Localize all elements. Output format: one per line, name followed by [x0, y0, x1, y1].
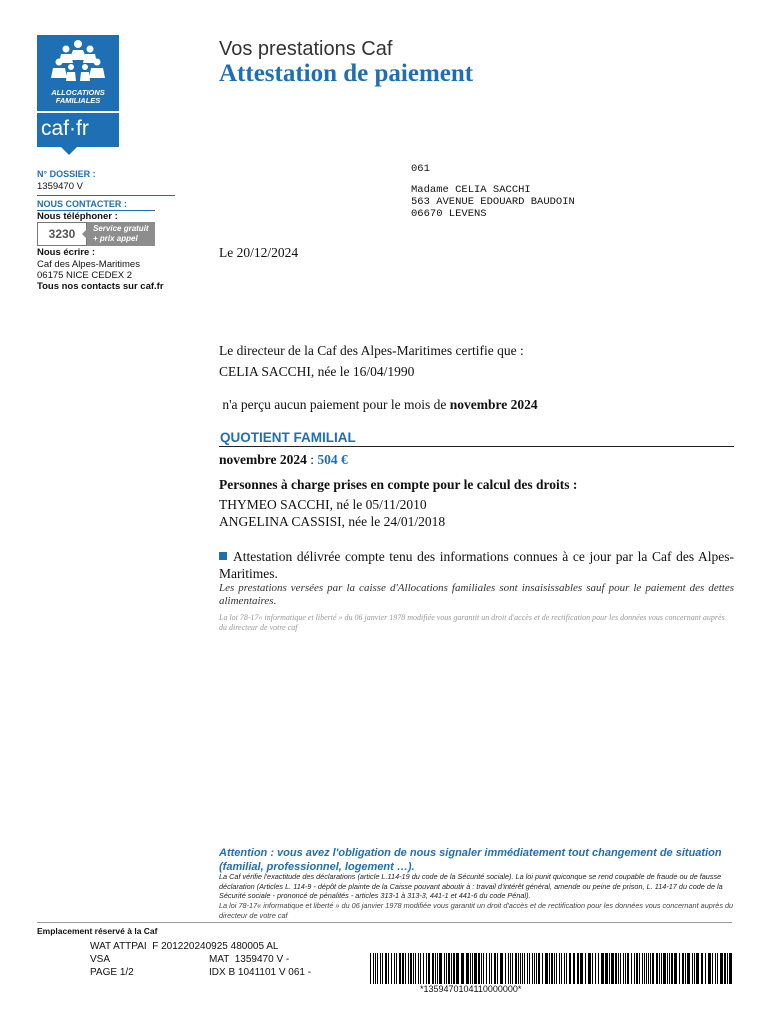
tech-line-1: WAT ATTPAI F 201220240925 480005 AL	[90, 941, 279, 952]
header-subtitle: Vos prestations Caf	[219, 38, 393, 60]
recipient-name: Madame CELIA SACCHI	[411, 184, 531, 196]
quotient-line	[219, 452, 348, 468]
phone-note-line1: Service gratuit	[93, 224, 149, 233]
insaisissable-notice: Les prestations versées par la caisse d'Allocations familiales sont insaisissables sauf pour le paiement des dettes alimentaires.	[219, 582, 734, 607]
logo-notch	[61, 147, 77, 155]
recipient-city: 06670 LEVENS	[411, 208, 487, 220]
logo-tagline-1: ALLOCATIONS	[51, 88, 105, 97]
recipient-street: 563 AVENUE EDOUARD BAUDOIN	[411, 196, 575, 208]
change-warning: Attention : vous avez l'obligation de nous signaler immédiatement tout changement de situation (familial, professionnel, logement …).	[219, 847, 722, 873]
blue-square-bullet-icon	[219, 552, 227, 560]
barcode	[370, 953, 732, 984]
footer-divider	[37, 922, 732, 923]
quotient-value: 504 €	[317, 452, 348, 467]
dependent-item: ANGELINA CASSISI, née le 24/01/2018	[219, 514, 446, 529]
caf-logo	[37, 35, 119, 155]
beneficiary: CELIA SACCHI, née le 16/04/1990	[219, 364, 415, 379]
page-title: Attestation de paiement	[219, 60, 474, 87]
allocations-familiales-emblem	[37, 35, 119, 111]
tech-line-2-left: VSA	[90, 954, 111, 965]
all-contacts-link[interactable]: Tous nos contacts sur caf.fr	[37, 281, 164, 292]
write-line1: Caf des Alpes-Maritimes	[37, 259, 140, 270]
tech-line-3-right: IDX B 1041101 V 061 -	[209, 967, 312, 978]
contact-label: NOUS CONTACTER :	[37, 199, 127, 209]
payment-month: novembre 2024	[449, 397, 538, 412]
logo-tagline-2: FAMILIALES	[55, 96, 101, 105]
dossier-label: N° DOSSIER :	[37, 169, 96, 179]
quotient-familial-title: QUOTIENT FAMILIAL	[220, 430, 356, 445]
dossier-value: 1359470 V	[37, 181, 83, 192]
tech-line-2-right: MAT 1359470 V -	[209, 954, 290, 965]
phone-label: Nous téléphoner :	[37, 211, 118, 222]
caf-fr-wordmark: caf·fr	[37, 113, 119, 147]
sidebar-divider	[37, 195, 175, 196]
phone-badge	[37, 222, 155, 246]
fraud-notice: La Caf vérifie l'exactitude des déclarations (article L.114-19 du code de la Sécurité sociale). La loi punit quiconque se rend coupable de fraude ou de fausse déclaration (Articles L. 114-9 - dépôt de plainte de la Caisse pouvant aboutir à : travail d'intérêt général, amende ou peine de prison, L. 114-17 du code de la Sécurité sociale - prononcé de pénalités - articles 313-1 à 313-3, 441-1 et 441-6 du code Pénal).	[219, 872, 723, 900]
certify-statement: Le directeur de la Caf des Alpes-Maritimes certifie que :	[219, 343, 524, 358]
write-line2: 06175 NICE CEDEX 2	[37, 270, 133, 281]
tech-line-3-left: PAGE 1/2	[90, 967, 134, 978]
phone-note	[87, 222, 155, 246]
phone-number: 3230	[37, 222, 87, 246]
reserved-area-label: Emplacement réservé à la Caf	[37, 926, 158, 936]
write-label: Nous écrire :	[37, 247, 96, 258]
dependent-item: THYMEO SACCHI, né le 05/11/2010	[219, 497, 427, 512]
family-figures-icon	[37, 37, 119, 89]
letter-date: Le 20/12/2024	[219, 245, 299, 260]
payment-statement	[219, 397, 538, 413]
section-divider	[219, 446, 734, 447]
privacy-notice-footer: La loi 78-17« informatique et liberté » du 06 janvier 1978 modifiée vous garantit un droit d'accès et de rectification pour les données vous concernant auprès du directeur de votre caf	[219, 901, 734, 920]
dependents-title: Personnes à charge prises en compte pour le calcul des droits :	[219, 477, 578, 492]
recipient-code: 061	[411, 163, 430, 175]
payment-prefix: n'a perçu aucun paiement pour le mois de	[219, 397, 450, 412]
quotient-separator: :	[306, 452, 318, 467]
privacy-notice: La loi 78-17« informatique et liberté » du 06 janvier 1978 modifiée vous garantit un droit d'accès et de rectification pour les données vous concernant auprès du directeur de votre caf	[219, 613, 725, 632]
quotient-month: novembre 2024	[219, 452, 307, 467]
phone-note-line2: + prix appel	[93, 234, 138, 243]
attestation-text: Attestation délivrée compte tenu des informations connues à ce jour par la Caf des Alpes-Maritimes.	[219, 549, 734, 581]
attestation-paragraph	[219, 548, 734, 582]
barcode-caption: *1359470104110000000*	[420, 984, 522, 994]
